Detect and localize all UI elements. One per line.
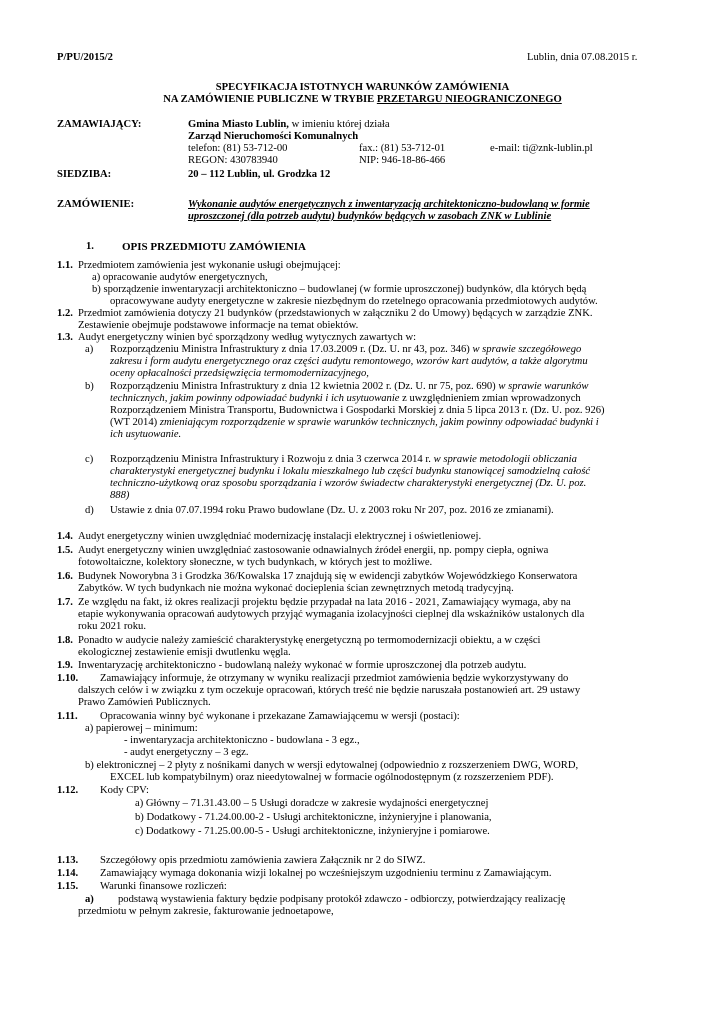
contracting-fax: fax.: (81) 53-712-01 <box>359 143 446 154</box>
list-item-cont: techniczno-użytkową oraz sposobu sporządzania i wzorów świadectw charakterystyki energetycznej (Dz. U. poz. <box>110 478 587 489</box>
procurement-mode: PRZETARGU NIEOGRANICZONEGO <box>376 94 562 105</box>
list-item: a) papierowej – minimum: <box>85 723 198 734</box>
paragraph-line: Inwentaryzację architektoniczno - budowlaną należy wykonać w formie uproszczonej dla potrzeb audytu. <box>78 660 527 671</box>
item-number: 1.2. <box>57 308 73 319</box>
paragraph-line: Budynek Noworybna 3 i Grodzka 36/Kowalska 17 znajdują się w ewidencji zabytków Wojewódzkiego Konserwatora <box>78 571 578 582</box>
list-text-italic: zmieniającym rozporządzenie w sprawie warunków technicznych, jakim powinny odpowiadać budynki i <box>157 417 599 428</box>
paragraph-line: Warunki finansowe rozliczeń: <box>100 881 227 892</box>
paragraph-line: ekologicznej zestawienie emisji dwutlenku węgla. <box>78 647 291 658</box>
item-number: 1.12. <box>57 785 79 796</box>
list-item-cont: charakterystyki energetycznej budynku i lokalu mieszkalnego lub części budynku stanowiącej samodzielną całość <box>110 466 591 477</box>
list-item: Ustawie z dnia 07.07.1994 roku Prawo budowlane (Dz. U. z 2003 roku Nr 207, poz. 2016 ze zmianami). <box>110 505 554 516</box>
list-item: b) elektronicznej – 2 płyty z nośnikami danych w wersji edytowalnej (odpowiednio z rozszerzeniem DWG, WORD, <box>85 760 579 771</box>
item-number: 1.15. <box>57 881 79 892</box>
list-text-italic: w sprawie metodologii obliczania <box>430 454 577 465</box>
paragraph-line: dalszych celów i w związku z tym oczekuje opracowań, których treść nie będzie naruszała postanowień art. 29 ustawy <box>78 685 581 696</box>
section-number: 1. <box>86 241 94 252</box>
list-item-cont: EXCEL lub kompatybilnym) oraz nieedytowalnej w formacie ogólnodostępnym (z rozszerzeniem PDF). <box>110 772 554 783</box>
paragraph-line: Przedmiotem zamówienia jest wykonanie usługi obejmującej: <box>78 260 341 271</box>
list-item: podstawą wystawienia faktury będzie podpisany protokół zdawczo - odbiorczy, potwierdzający realizację <box>118 894 566 905</box>
paragraph-line: Ze względu na fakt, iż okres realizacji projektu będzie przypadał na lata 2016 - 2021, Zamawiający wymaga, aby na <box>78 597 571 608</box>
contracting-label: ZAMAWIAJĄCY: <box>57 119 142 130</box>
list-item: a) opracowanie audytów energetycznych, <box>92 272 268 283</box>
contracting-regon: REGON: 430783940 <box>188 155 278 166</box>
list-text: z uwzględnieniem zmian wprowadzonych <box>399 393 581 404</box>
contracting-email: e-mail: ti@znk-lublin.pl <box>490 143 593 154</box>
list-item-cont: zakresu i form audytu energetycznego oraz części audytu remontowego, wzorów kart audytów, a także algorytmu <box>110 356 588 367</box>
contracting-unit: Zarząd Nieruchomości Komunalnych <box>188 131 359 142</box>
contracting-name-line <box>188 119 390 131</box>
item-number: 1.10. <box>57 673 79 684</box>
list-text: Rozporządzeniu Ministra Infrastruktury i Rozwoju z dnia 3 czerwca 2014 r. <box>110 454 431 465</box>
item-number: 1.1. <box>57 260 73 271</box>
list-text: (WT 2014) <box>110 417 158 428</box>
list-text: Rozporządzeniu Ministra Infrastruktury z dnia 12 kwietnia 2002 r. (Dz. U. nr 75, poz. 690) <box>110 381 496 392</box>
list-item-cont: przedmiotu w pełnym zakresie, fakturowanie jednoetapowe, <box>78 906 334 917</box>
order-title-line2: uproszczonej (dla potrzeb audytu) budynków będących w zasobach ZNK w Lublinie <box>188 211 552 222</box>
list-text-italic: technicznych, jakim powinny odpowiadać budynki i ich usytuowanie <box>110 393 400 404</box>
list-item-cont: ich usytuowanie. <box>110 429 182 440</box>
subtitle-prefix: NA ZAMÓWIENIE PUBLICZNE W TRYBIE <box>163 94 377 105</box>
item-number: 1.5. <box>57 545 73 556</box>
list-item-cont: Rozporządzeniem Ministra Transportu, Budownictwa i Gospodarki Morskiej z dnia 5 lipca 2013 r. (Dz. U. poz. 926) <box>110 405 605 416</box>
list-marker: c) <box>85 454 94 465</box>
contracting-name: Gmina Miasto Lublin, <box>188 119 289 130</box>
list-item-cont <box>110 393 581 405</box>
item-number: 1.8. <box>57 635 73 646</box>
paragraph-line: fotowoltaiczne, kolektory słoneczne, w tych budynkach, w których jest to możliwe. <box>78 557 433 568</box>
cpv-code: a) Główny – 71.31.43.00 – 5 Usługi doradcze w zakresie wydajności energetycznej <box>135 798 489 809</box>
item-number: 1.6. <box>57 571 73 582</box>
list-item-cont: 888) <box>110 490 130 501</box>
order-title-line1: Wykonanie audytów energetycznych z inwentaryzacją architektoniczno-budowlaną w formie <box>188 199 590 210</box>
list-subitem: - inwentaryzacja architektoniczno - budowlana - 3 egz., <box>124 735 360 746</box>
contracting-nip: NIP: 946-18-86-466 <box>359 155 446 166</box>
paragraph-line: Audyt energetyczny winien uwzględniać modernizację instalacji elektrycznej i oświetleniowej. <box>78 531 482 542</box>
paragraph-line: Opracowania winny być wykonane i przekazane Zamawiającemu w wersji (postaci): <box>100 711 460 722</box>
order-label: ZAMÓWIENIE: <box>57 199 135 210</box>
paragraph-line: Zamawiający informuje, że otrzymany w wyniku realizacji przedmiot zamówienia będzie wykorzystywany do <box>100 673 569 684</box>
paragraph-line: Zabytków. W tych budynkach nie można wykonać docieplenia ścian zewnętrznych metodą tradycyjną. <box>78 583 514 594</box>
list-text: Rozporządzeniu Ministra Infrastruktury z dnia 17.03.2009 r. (Dz. U. nr 43, poz. 346) <box>110 344 470 355</box>
cpv-code: c) Dodatkowy - 71.25.00.00-5 - Usługi architektoniczne, inżynieryjne i pomiarowe. <box>135 826 490 837</box>
list-item <box>110 344 581 356</box>
item-number: 1.9. <box>57 660 73 671</box>
list-marker: d) <box>85 505 94 516</box>
list-item-cont: opracowywane audyty energetyczne w zakresie niezbędnym do rzetelnego opracowania przedmiotowych audytów. <box>110 296 598 307</box>
paragraph-line: Audyt energetyczny winien być sporządzony według wytycznych zawartych w: <box>78 332 417 343</box>
paragraph-line: Zestawienie obejmuje podstawowe informacje na temat obiektów. <box>78 320 359 331</box>
list-item: b) sporządzenie inwentaryzacji architektoniczno – budowlanej (w formie uproszczonej) budynków, dla których będą <box>92 284 587 295</box>
item-number: 1.7. <box>57 597 73 608</box>
document-subtitle <box>0 94 725 106</box>
paragraph-line: Zamawiający wymaga dokonania wizji lokalnej po wcześniejszym uzgodnieniu terminu z Zamawiającym. <box>100 868 552 879</box>
section-title: OPIS PRZEDMIOTU ZAMÓWIENIA <box>122 241 306 253</box>
paragraph-line: Szczegółowy opis przedmiotu zamówienia zawiera Załącznik nr 2 do SIWZ. <box>100 855 426 866</box>
list-marker: a) <box>85 344 94 355</box>
list-item <box>110 381 588 393</box>
paragraph-line: etapie wykonywania opracowań audytowych przyjąć wymagania izolacyjności cieplnej dla wskaźników ustalonych dla <box>78 609 585 620</box>
list-text-italic: w sprawie warunków <box>495 381 589 392</box>
contracting-name-suffix: w imieniu której działa <box>288 119 390 130</box>
list-marker: a) <box>85 894 94 905</box>
contracting-phone: telefon: (81) 53-712-00 <box>188 143 288 154</box>
item-number: 1.3. <box>57 332 73 343</box>
list-item <box>110 454 577 466</box>
paragraph-line: Przedmiot zamówienia dotyczy 21 budynków (przedstawionych w załączniku 2 do Umowy) będących w zarządzie ZNK. <box>78 308 593 319</box>
item-number: 1.11. <box>57 711 78 722</box>
list-subitem: - audyt energetyczny – 3 egz. <box>124 747 249 758</box>
item-number: 1.13. <box>57 855 79 866</box>
list-item-cont: oceny opłacalności przedsięwzięcia termomodernizacyjnego, <box>110 368 369 379</box>
list-text-italic: w sprawie szczegółowego <box>469 344 582 355</box>
list-item-cont <box>110 417 599 429</box>
paragraph-line: Ponadto w audycie należy zamieścić charakterystykę energetyczną po termomodernizacji obiektu, a w części <box>78 635 541 646</box>
place-date: Lublin, dnia 07.08.2015 r. <box>527 52 638 63</box>
seat-address: 20 – 112 Lublin, ul. Grodzka 12 <box>188 169 331 180</box>
paragraph-line: Kody CPV: <box>100 785 149 796</box>
item-number: 1.4. <box>57 531 73 542</box>
item-number: 1.14. <box>57 868 79 879</box>
cpv-code: b) Dodatkowy - 71.24.00.00-2 - Usługi architektoniczne, inżynieryjne i planowania, <box>135 812 492 823</box>
list-marker: b) <box>85 381 94 392</box>
paragraph-line: roku 2021 roku. <box>78 621 146 632</box>
paragraph-line: Prawo Zamówień Publicznych. <box>78 697 211 708</box>
paragraph-line: Audyt energetyczny winien uwzględniać zastosowanie odnawialnych źródeł energii, np. pompy ciepła, ogniwa <box>78 545 549 556</box>
document-title: SPECYFIKACJA ISTOTNYCH WARUNKÓW ZAMÓWIENIA <box>215 82 510 93</box>
document-reference: P/PU/2015/2 <box>57 52 113 63</box>
seat-label: SIEDZIBA: <box>57 169 112 180</box>
